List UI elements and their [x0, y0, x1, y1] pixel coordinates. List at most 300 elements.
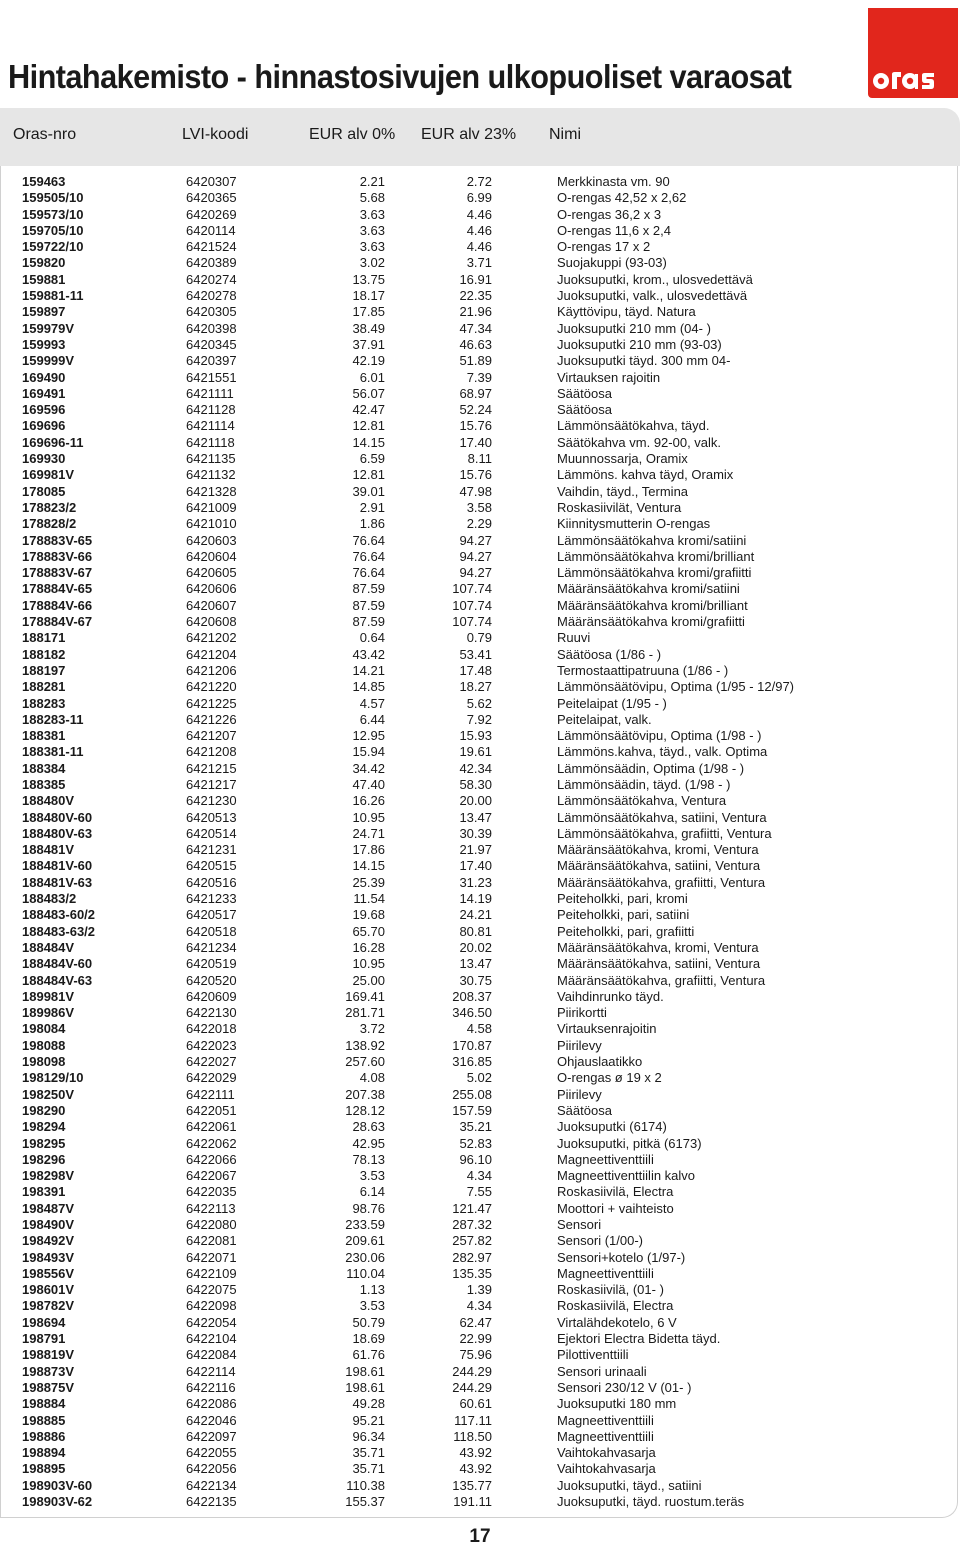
cell-lvi-koodi: 6422061	[186, 1119, 237, 1135]
cell-nimi: Virtauksen rajoitin	[557, 369, 661, 385]
cell-oras-nro: 198556V	[22, 1265, 75, 1281]
cell-eur-alv-0: 110.38	[346, 1477, 385, 1493]
cell-nimi: Ohjauslaatikko	[557, 1054, 643, 1070]
cell-eur-alv-0: 12.95	[352, 728, 385, 744]
cell-eur-alv-0: 25.39	[352, 874, 385, 890]
cell-oras-nro: 189986V	[22, 1005, 75, 1021]
table-row	[0, 1478, 960, 1494]
cell-eur-alv-0: 87.59	[352, 597, 385, 613]
cell-lvi-koodi: 6422098	[186, 1298, 237, 1314]
page-title: Hintahakemisto - hinnastosivujen ulkopuoliset varaosat	[8, 58, 792, 95]
cell-eur-alv-0: 138.92	[345, 1037, 385, 1053]
cell-eur-alv-23: 0.79	[466, 630, 492, 646]
table-row	[0, 1201, 960, 1217]
cell-oras-nro: 198391	[22, 1184, 66, 1200]
cell-oras-nro: 198129/10	[22, 1070, 84, 1086]
cell-eur-alv-23: 121.47	[452, 1200, 492, 1216]
cell-eur-alv-23: 170.87	[452, 1037, 492, 1053]
cell-lvi-koodi: 6421010	[186, 516, 237, 532]
cell-eur-alv-0: 233.59	[345, 1217, 385, 1232]
cell-eur-alv-23: 17.40	[459, 434, 492, 450]
cell-oras-nro: 169981V	[22, 467, 75, 483]
cell-eur-alv-23: 118.50	[453, 1428, 492, 1444]
table-row	[0, 1347, 960, 1363]
table-row	[0, 1429, 960, 1445]
table-row	[0, 1282, 960, 1298]
cell-lvi-koodi: 6421233	[186, 891, 237, 907]
table-row	[0, 1413, 960, 1429]
cell-eur-alv-23: 21.96	[459, 304, 492, 320]
cell-lvi-koodi: 6422054	[186, 1314, 237, 1330]
cell-oras-nro: 188481V	[22, 842, 75, 858]
table-row	[0, 793, 960, 809]
cell-lvi-koodi: 6422062	[186, 1135, 237, 1151]
cell-lvi-koodi: 6421234	[186, 939, 237, 955]
cell-eur-alv-0: 78.13	[352, 1151, 385, 1167]
cell-nimi: Piirilevy	[557, 1086, 602, 1102]
cell-lvi-koodi: 6422130	[186, 1005, 237, 1021]
cell-nimi: Juoksuputki 180 mm	[557, 1396, 677, 1412]
cell-lvi-koodi: 6422113	[186, 1200, 236, 1216]
cell-oras-nro: 198894	[22, 1445, 66, 1461]
cell-nimi: Ejektori Electra Bidetta täyd.	[557, 1331, 721, 1347]
cell-eur-alv-0: 17.85	[352, 304, 385, 320]
cell-lvi-koodi: 6421128	[186, 402, 236, 418]
cell-nimi: Vaihdinrunko täyd.	[557, 988, 664, 1004]
cell-nimi: Peiteholkki, pari, kromi	[557, 891, 688, 907]
table-row	[0, 744, 960, 760]
column-header-oras-nro: Oras-nro	[13, 126, 77, 143]
cell-eur-alv-0: 209.61	[345, 1233, 385, 1249]
cell-eur-alv-0: 6.44	[359, 711, 385, 727]
table-row	[0, 924, 960, 940]
cell-oras-nro: 198903V-60	[22, 1477, 93, 1493]
cell-eur-alv-0: 42.47	[352, 402, 385, 418]
table-row	[0, 728, 960, 744]
cell-eur-alv-0: 42.95	[352, 1135, 385, 1151]
table-row	[0, 761, 960, 777]
cell-eur-alv-0: 155.37	[345, 1494, 385, 1510]
table-row	[0, 940, 960, 956]
cell-eur-alv-23: 15.76	[459, 418, 492, 434]
table-row	[0, 1233, 960, 1249]
cell-eur-alv-0: 3.63	[359, 239, 385, 255]
cell-nimi: Määränsäätökahva, kromi, Ventura	[557, 939, 759, 955]
cell-oras-nro: 169696-11	[22, 434, 84, 450]
cell-eur-alv-0: 3.72	[359, 1021, 385, 1037]
cell-lvi-koodi: 6421220	[186, 679, 237, 695]
cell-eur-alv-0: 3.53	[359, 1168, 385, 1184]
table-row	[0, 581, 960, 597]
cell-nimi: Säätöosa	[557, 402, 612, 418]
cell-eur-alv-0: 6.01	[359, 369, 385, 385]
cell-eur-alv-23: 15.93	[459, 728, 492, 744]
cell-nimi: Lämmönsäätökahva kromi/satiini	[557, 532, 747, 548]
table-row	[0, 1184, 960, 1200]
cell-eur-alv-0: 37.91	[352, 336, 385, 352]
cell-eur-alv-23: 4.34	[466, 1168, 492, 1184]
cell-eur-alv-0: 87.59	[352, 581, 385, 597]
cell-lvi-koodi: 6420608	[186, 614, 237, 630]
cell-oras-nro: 159993	[22, 336, 66, 352]
cell-eur-alv-23: 17.40	[459, 858, 492, 874]
table-row	[0, 1266, 960, 1282]
cell-eur-alv-23: 53.41	[459, 646, 492, 662]
table-row	[0, 418, 960, 434]
cell-lvi-koodi: 6422135	[186, 1494, 237, 1510]
cell-oras-nro: 159897	[22, 304, 66, 320]
table-row	[0, 679, 960, 695]
table-row	[0, 337, 960, 353]
table-row	[0, 1445, 960, 1461]
cell-lvi-koodi: 6422046	[186, 1412, 237, 1428]
table-row	[0, 598, 960, 614]
table-row	[0, 239, 960, 255]
table-row	[0, 614, 960, 630]
cell-oras-nro: 198819V	[22, 1347, 75, 1363]
cell-eur-alv-0: 2.91	[359, 499, 385, 515]
cell-lvi-koodi: 6420307	[186, 174, 237, 189]
cell-eur-alv-23: 244.29	[452, 1363, 492, 1379]
cell-eur-alv-23: 282.97	[452, 1249, 492, 1265]
cell-oras-nro: 198895	[22, 1461, 66, 1477]
cell-nimi: Määränsäätökahva kromi/brilliant	[557, 597, 748, 613]
cell-eur-alv-0: 65.70	[352, 923, 385, 939]
cell-eur-alv-23: 15.76	[459, 467, 492, 483]
cell-eur-alv-23: 1.39	[466, 1282, 492, 1298]
cell-oras-nro: 178883V-67	[22, 565, 93, 581]
cell-eur-alv-23: 21.97	[459, 842, 492, 858]
table-row	[0, 1119, 960, 1135]
cell-eur-alv-23: 4.46	[466, 206, 492, 222]
cell-nimi: Juoksuputki 210 mm (04- )	[557, 320, 711, 336]
column-header-eur-alv-23: EUR alv 23%	[421, 126, 517, 143]
cell-nimi: Juoksuputki (6174)	[557, 1119, 667, 1135]
cell-eur-alv-23: 2.29	[466, 516, 492, 532]
cell-lvi-koodi: 6421208	[186, 744, 237, 760]
cell-eur-alv-0: 3.53	[359, 1298, 385, 1314]
cell-oras-nro: 198791	[22, 1331, 66, 1347]
cell-eur-alv-23: 244.29	[452, 1379, 492, 1395]
cell-eur-alv-0: 39.01	[352, 483, 385, 499]
cell-nimi: Säätökahva vm. 92-00, valk.	[557, 434, 722, 450]
cell-oras-nro: 188484V-63	[22, 972, 93, 988]
cell-eur-alv-0: 56.07	[352, 385, 385, 401]
cell-oras-nro: 159573/10	[22, 206, 84, 222]
cell-oras-nro: 188283-11	[22, 711, 84, 727]
table-row	[0, 1331, 960, 1347]
cell-eur-alv-23: 13.47	[459, 809, 492, 825]
cell-nimi: Roskasiivilä, Electra	[557, 1184, 674, 1200]
cell-eur-alv-23: 13.47	[459, 956, 492, 972]
cell-nimi: Sensori urinaali	[557, 1363, 647, 1379]
cell-oras-nro: 198601V	[22, 1282, 75, 1298]
table-row	[0, 304, 960, 320]
table-row	[0, 174, 960, 190]
cell-eur-alv-23: 43.92	[459, 1445, 492, 1461]
cell-nimi: Määränsäätökahva kromi/satiini	[557, 581, 740, 597]
cell-nimi: O-rengas 17 x 2	[557, 239, 651, 255]
cell-eur-alv-0: 87.59	[352, 614, 385, 630]
cell-eur-alv-23: 107.74	[452, 614, 492, 630]
table-row	[0, 891, 960, 907]
table-row	[0, 435, 960, 451]
cell-lvi-koodi: 6422134	[186, 1477, 237, 1493]
cell-nimi: Lämmönsäätökahva, täyd.	[557, 418, 710, 434]
cell-oras-nro: 188385	[22, 776, 66, 792]
column-header-eur-alv-0: EUR alv 0%	[309, 126, 396, 143]
cell-eur-alv-23: 4.46	[466, 239, 492, 255]
table-row	[0, 1103, 960, 1119]
table-row	[0, 1005, 960, 1021]
cell-nimi: Merkkinasta vm. 90	[557, 174, 670, 189]
cell-eur-alv-0: 14.15	[352, 434, 385, 450]
cell-lvi-koodi: 6420605	[186, 565, 237, 581]
cell-eur-alv-23: 117.11	[454, 1412, 492, 1428]
cell-oras-nro: 159979V	[22, 320, 75, 336]
cell-eur-alv-0: 4.08	[359, 1070, 385, 1086]
cell-nimi: Lämmönsäädin, Optima (1/98 - )	[557, 760, 745, 776]
cell-eur-alv-0: 16.26	[352, 793, 385, 809]
table-row	[0, 353, 960, 369]
cell-oras-nro: 178883V-66	[22, 548, 93, 564]
table-row	[0, 1364, 960, 1380]
cell-oras-nro: 188483-63/2	[22, 923, 96, 939]
table-row	[0, 777, 960, 793]
cell-lvi-koodi: 6422018	[186, 1021, 237, 1037]
cell-lvi-koodi: 6420520	[186, 972, 237, 988]
cell-eur-alv-23: 60.61	[459, 1396, 492, 1412]
cell-nimi: Piirilevy	[557, 1037, 602, 1053]
cell-eur-alv-23: 62.47	[459, 1314, 492, 1330]
cell-eur-alv-0: 76.64	[352, 532, 385, 548]
cell-eur-alv-23: 20.02	[459, 939, 492, 955]
cell-nimi: Määränsäätökahva, satiini, Ventura	[557, 956, 761, 972]
cell-eur-alv-23: 287.32	[452, 1217, 492, 1232]
cell-oras-nro: 178883V-65	[22, 532, 93, 548]
cell-oras-nro: 188481V-63	[22, 874, 93, 890]
cell-oras-nro: 198084	[22, 1021, 66, 1037]
cell-nimi: Suojakuppi (93-03)	[557, 255, 667, 271]
cell-lvi-koodi: 6422056	[186, 1461, 237, 1477]
cell-lvi-koodi: 6420517	[186, 907, 237, 923]
cell-eur-alv-0: 76.64	[352, 565, 385, 581]
cell-eur-alv-0: 95.21	[352, 1412, 385, 1428]
cell-oras-nro: 198493V	[22, 1249, 75, 1265]
cell-lvi-koodi: 6422066	[186, 1151, 237, 1167]
table-row	[0, 207, 960, 223]
cell-eur-alv-23: 94.27	[459, 548, 492, 564]
cell-eur-alv-0: 24.71	[352, 825, 385, 841]
cell-nimi: Roskasiivilä, Electra	[557, 1298, 674, 1314]
cell-eur-alv-23: 24.21	[459, 907, 492, 923]
cell-oras-nro: 178828/2	[22, 516, 77, 532]
cell-eur-alv-0: 50.79	[352, 1314, 385, 1330]
cell-nimi: Määränsäätökahva, grafiitti, Ventura	[557, 874, 766, 890]
cell-oras-nro: 178085	[22, 483, 66, 499]
table-row	[0, 1250, 960, 1266]
cell-eur-alv-23: 22.35	[459, 288, 492, 304]
cell-lvi-koodi: 6422084	[186, 1347, 237, 1363]
cell-eur-alv-23: 20.00	[459, 793, 492, 809]
cell-nimi: Magneettiventtiili	[557, 1412, 654, 1428]
cell-eur-alv-23: 135.35	[452, 1265, 492, 1281]
cell-eur-alv-23: 30.75	[459, 972, 492, 988]
cell-eur-alv-0: 169.41	[345, 988, 385, 1004]
cell-nimi: Muunnossarja, Oramix	[557, 451, 688, 467]
table-row	[0, 1152, 960, 1168]
cell-nimi: Lämmönsäätökahva kromi/brilliant	[557, 548, 755, 564]
cell-nimi: Määränsäätökahva, satiini, Ventura	[557, 858, 761, 874]
cell-lvi-koodi: 6420604	[186, 548, 237, 564]
cell-eur-alv-0: 2.21	[359, 174, 385, 189]
cell-oras-nro: 169696	[22, 418, 66, 434]
cell-lvi-koodi: 6422023	[186, 1037, 237, 1053]
table-row	[0, 956, 960, 972]
cell-oras-nro: 188182	[22, 646, 66, 662]
cell-eur-alv-23: 2.72	[466, 174, 492, 189]
cell-oras-nro: 188281	[22, 679, 66, 695]
cell-lvi-koodi: 6421009	[186, 499, 237, 515]
cell-eur-alv-23: 31.23	[459, 874, 492, 890]
cell-lvi-koodi: 6420514	[186, 825, 237, 841]
cell-oras-nro: 198296	[22, 1151, 66, 1167]
cell-oras-nro: 188171	[22, 630, 66, 646]
cell-lvi-koodi: 6422055	[186, 1445, 237, 1461]
cell-lvi-koodi: 6420389	[186, 255, 237, 271]
cell-eur-alv-23: 107.74	[452, 597, 492, 613]
cell-oras-nro: 159722/10	[22, 239, 84, 255]
table-row	[0, 630, 960, 646]
cell-nimi: Virtalähdekotelo, 6 V	[557, 1314, 677, 1330]
cell-eur-alv-0: 1.86	[359, 516, 385, 532]
cell-eur-alv-0: 61.76	[352, 1347, 385, 1363]
cell-nimi: Lämmönsäädin, täyd. (1/98 - )	[557, 776, 731, 792]
cell-eur-alv-0: 198.61	[345, 1363, 385, 1379]
cell-oras-nro: 188480V-60	[22, 809, 93, 825]
cell-oras-nro: 198490V	[22, 1217, 75, 1232]
cell-nimi: O-rengas ø 19 x 2	[557, 1070, 662, 1086]
cell-oras-nro: 169596	[22, 402, 66, 418]
cell-eur-alv-23: 30.39	[459, 825, 492, 841]
cell-eur-alv-23: 191.11	[453, 1494, 492, 1510]
cell-lvi-koodi: 6421207	[186, 728, 237, 744]
cell-lvi-koodi: 6421206	[186, 662, 237, 678]
cell-eur-alv-0: 42.19	[352, 353, 385, 369]
cell-lvi-koodi: 6421217	[186, 776, 237, 792]
cell-nimi: Sensori (1/00-)	[557, 1233, 643, 1249]
table-row	[0, 190, 960, 206]
cell-nimi: Peitelaipat, valk.	[557, 711, 652, 727]
table-row	[0, 826, 960, 842]
cell-nimi: Juoksuputki, valk., ulosvedettävä	[557, 288, 748, 304]
cell-nimi: Lämmöns.kahva, täyd., valk. Optima	[557, 744, 768, 760]
cell-lvi-koodi: 6420305	[186, 304, 237, 320]
cell-lvi-koodi: 6420516	[186, 874, 237, 890]
cell-eur-alv-0: 16.28	[352, 939, 385, 955]
table-row	[0, 989, 960, 1005]
cell-lvi-koodi: 6421226	[186, 711, 237, 727]
cell-oras-nro: 198782V	[22, 1298, 75, 1314]
cell-nimi: Juoksuputki, pitkä (6173)	[557, 1135, 702, 1151]
cell-eur-alv-0: 281.71	[345, 1005, 385, 1021]
table-row	[0, 451, 960, 467]
cell-eur-alv-0: 18.17	[352, 288, 385, 304]
cell-lvi-koodi: 6420515	[186, 858, 237, 874]
cell-oras-nro: 159705/10	[22, 222, 84, 238]
table-row	[0, 696, 960, 712]
cell-lvi-koodi: 6422081	[186, 1233, 237, 1249]
cell-oras-nro: 198492V	[22, 1233, 75, 1249]
cell-nimi: Peiteholkki, pari, satiini	[557, 907, 690, 923]
cell-eur-alv-23: 96.10	[459, 1151, 492, 1167]
cell-lvi-koodi: 6421215	[186, 760, 237, 776]
cell-eur-alv-0: 10.95	[352, 956, 385, 972]
cell-eur-alv-23: 4.58	[466, 1021, 492, 1037]
table-row	[0, 1461, 960, 1477]
cell-nimi: Piirikortti	[557, 1005, 607, 1021]
cell-nimi: Säätöosa (1/86 - )	[557, 646, 662, 662]
cell-nimi: Juoksuputki, täyd., satiini	[557, 1477, 702, 1493]
column-header-nimi: Nimi	[549, 126, 581, 143]
cell-eur-alv-23: 17.48	[459, 662, 492, 678]
cell-eur-alv-23: 47.98	[459, 483, 492, 499]
cell-lvi-koodi: 6422035	[186, 1184, 237, 1200]
cell-eur-alv-23: 5.02	[466, 1070, 492, 1086]
table-row	[0, 1054, 960, 1070]
cell-lvi-koodi: 6421230	[186, 793, 237, 809]
cell-nimi: Moottori + vaihteisto	[557, 1200, 674, 1216]
cell-eur-alv-23: 75.96	[459, 1347, 492, 1363]
cell-nimi: Lämmöns. kahva täyd, Oramix	[557, 467, 734, 483]
cell-nimi: Sensori	[557, 1217, 602, 1232]
cell-oras-nro: 198295	[22, 1135, 66, 1151]
cell-oras-nro: 198903V-62	[22, 1494, 93, 1510]
cell-nimi: Sensori 230/12 V (01- )	[557, 1379, 692, 1395]
cell-lvi-koodi: 6420513	[186, 809, 237, 825]
cell-eur-alv-23: 7.92	[466, 711, 492, 727]
cell-oras-nro: 198886	[22, 1428, 66, 1444]
cell-nimi: Pilottiventtiili	[557, 1347, 629, 1363]
cell-eur-alv-23: 18.27	[459, 679, 492, 695]
table-row	[0, 1070, 960, 1086]
table-row	[0, 810, 960, 826]
cell-lvi-koodi: 6420518	[186, 923, 237, 939]
cell-eur-alv-23: 316.85	[452, 1054, 492, 1070]
cell-eur-alv-0: 35.71	[352, 1461, 385, 1477]
table-row	[0, 500, 960, 516]
cell-oras-nro: 188481V-60	[22, 858, 93, 874]
cell-nimi: Käyttövipu, täyd. Natura	[557, 304, 696, 320]
table-row	[0, 1136, 960, 1152]
table-row	[0, 1168, 960, 1184]
cell-lvi-koodi: 6421524	[186, 239, 237, 255]
table-row	[0, 647, 960, 663]
table-row	[0, 842, 960, 858]
cell-eur-alv-0: 96.34	[352, 1428, 385, 1444]
cell-eur-alv-23: 257.82	[452, 1233, 492, 1249]
cell-nimi: Määränsäätökahva, kromi, Ventura	[557, 842, 759, 858]
cell-eur-alv-23: 7.39	[466, 369, 492, 385]
table-row	[0, 402, 960, 418]
table-row	[0, 858, 960, 874]
cell-eur-alv-0: 10.95	[352, 809, 385, 825]
cell-nimi: Säätöosa	[557, 1102, 612, 1118]
cell-lvi-koodi: 6422075	[186, 1282, 237, 1298]
cell-eur-alv-0: 25.00	[352, 972, 385, 988]
table-row	[0, 467, 960, 483]
cell-eur-alv-0: 28.63	[352, 1119, 385, 1135]
